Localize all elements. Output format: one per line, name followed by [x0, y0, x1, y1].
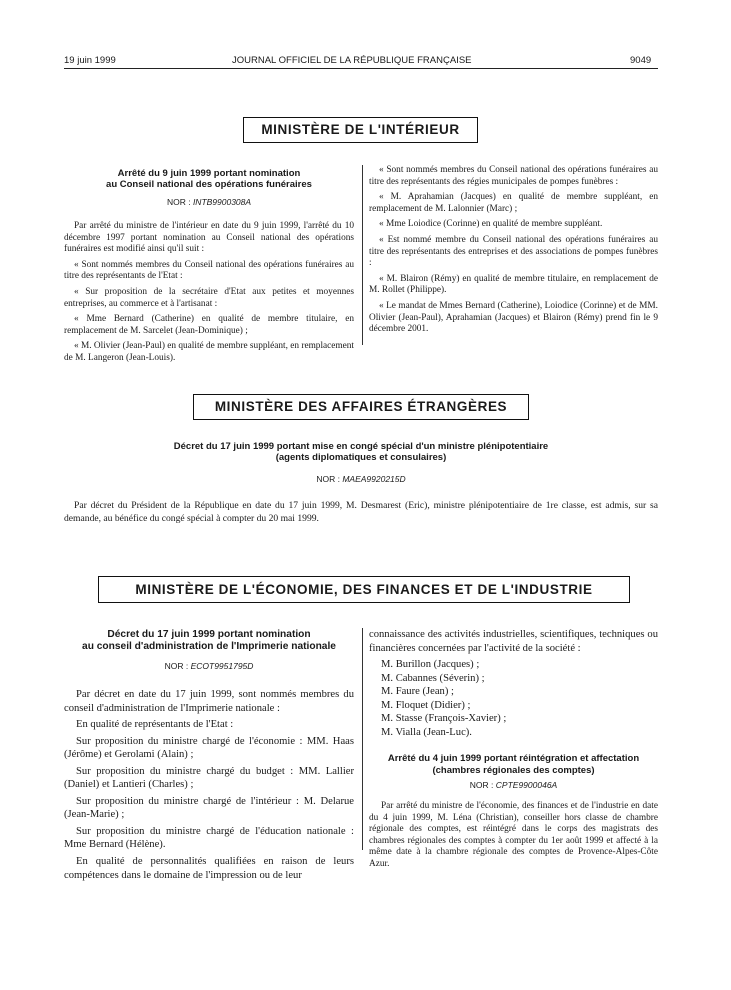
article-paragraph: « Mme Bernard (Catherine) en qualité de membre titulaire, en remplacement de M. Sarcelet (Jean-Dominique) ; [64, 314, 354, 336]
article-paragraph: Sur proposition du ministre chargé de l'intérieur : M. Delarue (Jean-Marie) ; [64, 795, 354, 821]
article-title-line: Arrêté du 9 juin 1999 portant nomination [117, 168, 301, 179]
member-list-item: M. Faure (Jean) ; [381, 686, 454, 698]
article-title-line: au conseil d'administration de l'Imprimerie nationale [82, 641, 336, 653]
nor-label: NOR : [469, 780, 494, 791]
article-left-column [64, 688, 354, 885]
section-title-affaires-etrangeres: MINISTÈRE DES AFFAIRES ÉTRANGÈRES [193, 394, 529, 420]
article-paragraph: Sur proposition du ministre chargé du budget : MM. Lallier (Daniel) et Lantieri (Charles) ; [64, 765, 354, 791]
article-paragraph: « Est nommé membre du Conseil national des opérations funéraires au titre des représentants des entreprises et des associations de pompes funèbres : [369, 235, 658, 269]
member-list-item: M. Vialla (Jean-Luc). [381, 726, 472, 738]
article-paragraph: En qualité de représentants de l'Etat : [76, 719, 234, 731]
article-paragraph: Par arrêté du ministre de l'intérieur en date du 9 juin 1999, l'arrêté du 10 décembre 1997 portant nomination au Conseil national des opérations funéraires est modifié ainsi qu'il suit : [64, 221, 354, 255]
article-paragraph: « Mme Loiodice (Corinne) en qualité de membre suppléant. [379, 219, 603, 230]
member-list-item: M. Floquet (Didier) ; [381, 699, 471, 711]
member-list-item: M. Cabannes (Séverin) ; [381, 672, 485, 684]
column-divider [362, 165, 363, 345]
header-date: 19 juin 1999 [64, 55, 116, 66]
article-title-line: (chambres régionales des comptes) [432, 764, 595, 776]
article-title [64, 629, 354, 653]
nor-reference [64, 661, 354, 671]
nor-code: ECOT9951795D [190, 661, 254, 671]
article-title-line: Décret du 17 juin 1999 portant mise en congé spécial d'un ministre plénipotentiaire [173, 441, 549, 452]
header-page-number: 9049 [630, 55, 652, 66]
nor-label: NOR : [316, 474, 340, 484]
article-title-line: (agents diplomatiques et consulaires) [275, 452, 447, 464]
nor-label: NOR : [164, 661, 189, 671]
article-paragraph: Sur proposition du ministre chargé de l'économie : MM. Haas (Jérôme) et Gerolami (Alain) ; [64, 735, 354, 761]
article-paragraph: Par décret en date du 17 juin 1999, sont nommés membres du conseil d'administration de l'Imprimerie nationale : [64, 689, 354, 714]
article-right-column [369, 628, 658, 874]
article-paragraph: Par arrêté du ministre de l'économie, des finances et de l'industrie en date du 4 juin 1999, M. Léna (Christian), conseiller hors classe de chambre régionale des comptes, est réintégré dans le corps des magistrats des chambres régionales des comptes à compter du 1er août 1999 et affecté à la même date à la chambre régionale des comptes de Provence-Alpes-Côte Azur. [369, 801, 658, 870]
nor-code: MAEA9920215D [342, 474, 406, 484]
column-divider [362, 628, 363, 850]
section-title-economie: MINISTÈRE DE L'ÉCONOMIE, DES FINANCES ET DE L'INDUSTRIE [98, 576, 630, 603]
article-paragraph: « Le mandat de Mmes Bernard (Catherine), Loiodice (Corinne) et de MM. Olivier (Jean-Paul), Aprahamian (Jacques) et Blairon (Rémy) prend fin le 9 décembre 2001. [369, 301, 658, 335]
article-title [369, 753, 658, 776]
article-paragraph: « M. Olivier (Jean-Paul) en qualité de membre suppléant, en remplacement de M. Langeron (Jean-Louis). [64, 341, 354, 364]
article-paragraph: « Sont nommés membres du Conseil national des opérations funéraires au titre des représentants des régies municipales de pompes funèbres : [369, 165, 658, 187]
article-paragraph: « Sur proposition de la secrétaire d'Etat aux petites et moyennes entreprises, au commerce et à l'artisanat : [64, 287, 354, 309]
section-title-interieur: MINISTÈRE DE L'INTÉRIEUR [243, 117, 478, 143]
article-paragraph: Par décret du Président de la République en date du 17 juin 1999, M. Desmarest (Eric), ministre plénipotentiaire de 1re classe, est admis, sur sa demande, au bénéfice du congé spécial à compter du 20 mai 1999. [64, 500, 658, 524]
nor-label: NOR : [166, 197, 191, 207]
article-paragraph: « M. Blairon (Rémy) en qualité de membre titulaire, en remplacement de M. Rollet (Philippe). [369, 273, 658, 296]
member-list [381, 658, 658, 739]
nor-reference [64, 474, 658, 484]
nor-code: CPTE9900046A [495, 780, 558, 791]
article-title-line: Arrêté du 4 juin 1999 portant réintégration et affectation [387, 753, 640, 765]
article-paragraph: « M. Aprahamian (Jacques) en qualité de membre suppléant, en remplacement de M. Lalonnier (Marc) ; [369, 192, 658, 214]
member-list-item: M. Stasse (François-Xavier) ; [381, 713, 507, 725]
header-journal: JOURNAL OFFICIEL DE LA RÉPUBLIQUE FRANÇAISE [232, 55, 472, 66]
nor-reference [64, 197, 354, 207]
article-right-column [369, 165, 658, 340]
article-title-line: au Conseil national des opérations funéraires [106, 179, 312, 191]
article-paragraph: « Sont nommés membres du Conseil national des opérations funéraires au titre des représentants de l'Etat : [64, 259, 354, 282]
member-list-item: M. Burillon (Jacques) ; [381, 659, 480, 671]
article-body [64, 500, 658, 530]
nor-reference [369, 780, 658, 791]
article-title [64, 168, 354, 191]
article-title [64, 441, 658, 464]
header-rule [64, 68, 658, 69]
article-paragraph: En qualité de personnalités qualifiées en raison de leurs compétences dans le domaine de l'impression ou de leur [64, 856, 354, 881]
article-paragraph: Sur proposition du ministre chargé de l'éducation nationale : Mme Bernard (Hélène). [64, 825, 354, 851]
article-paragraph: connaissance des activités industrielles, scientifiques, techniques ou financières concernées par l'activité de la société : [369, 629, 658, 654]
article-left-column [64, 221, 354, 369]
article-title-line: Décret du 17 juin 1999 portant nomination [107, 629, 311, 640]
nor-code: INTB9900308A [192, 197, 252, 207]
